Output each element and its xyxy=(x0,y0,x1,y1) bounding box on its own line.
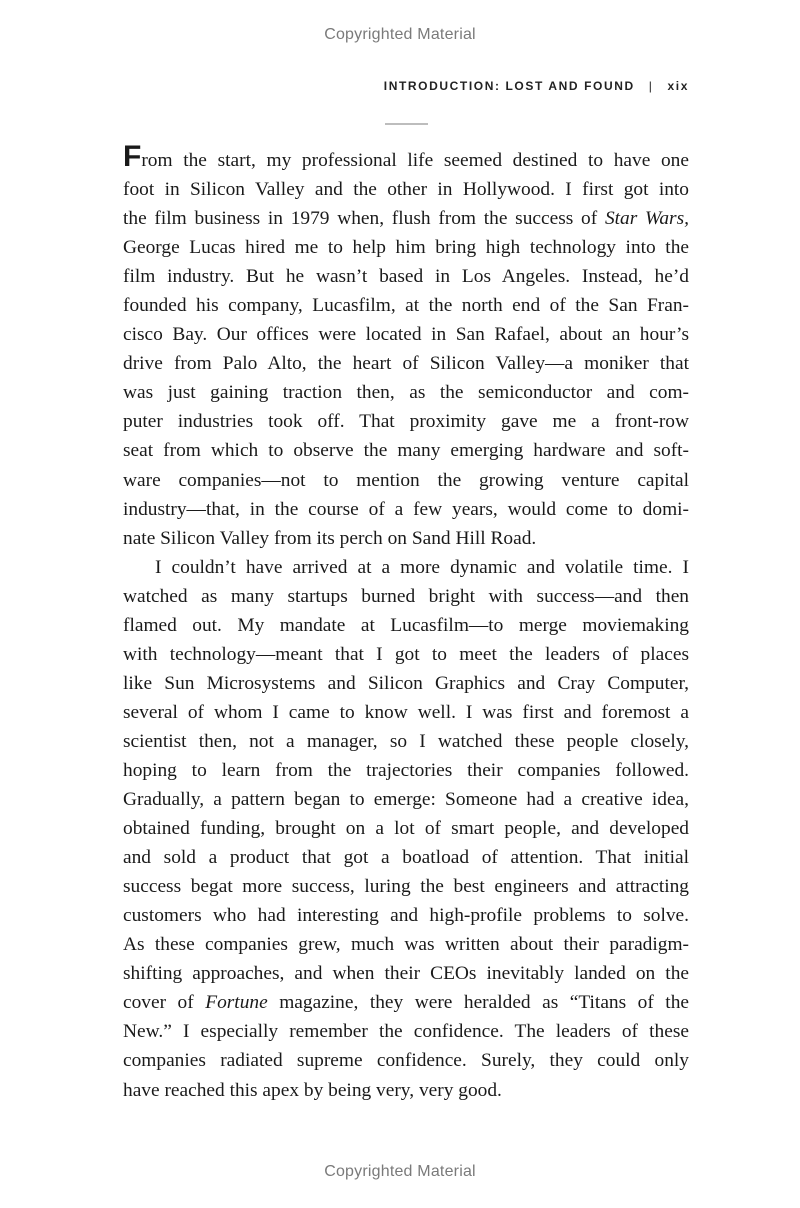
text-segment: scientist then, not a manager, so I watched these people closely, xyxy=(123,730,689,752)
text-segment: flamed out. My mandate at Lucasfilm—to merge moviemaking xyxy=(123,614,689,636)
italic-title: Fortune xyxy=(205,992,268,1014)
text-line xyxy=(123,756,689,785)
text-line xyxy=(123,1076,689,1105)
text-line xyxy=(123,930,689,959)
text-line xyxy=(123,814,689,843)
text-segment: and sold a product that got a boatload of attention. That initial xyxy=(123,847,689,869)
text-line xyxy=(123,320,689,349)
text-line xyxy=(123,553,689,582)
text-segment: drive from Palo Alto, the heart of Silicon Valley—a moniker that xyxy=(123,353,689,375)
text-segment: nate Silicon Valley from its perch on Sand Hill Road. xyxy=(123,527,537,549)
text-segment: New.” I especially remember the confidence. The leaders of these xyxy=(123,1021,689,1043)
text-line xyxy=(123,1017,689,1046)
text-segment: hoping to learn from the trajectories their companies followed. xyxy=(123,759,689,781)
text-segment: puter industries took off. That proximity gave me a front-row xyxy=(123,411,689,433)
section-rule xyxy=(385,123,428,125)
text-segment: founded his company, Lucasfilm, at the north end of the San Fran- xyxy=(123,295,689,317)
text-line xyxy=(123,436,689,465)
text-segment: like Sun Microsystems and Silicon Graphics and Cray Computer, xyxy=(123,672,689,694)
text-line xyxy=(123,901,689,930)
italic-title: Star Wars, xyxy=(604,208,689,230)
text-line xyxy=(123,175,689,204)
text-segment: George Lucas hired me to help him bring high technology into the xyxy=(123,237,689,259)
header-separator: | xyxy=(648,79,654,93)
text-line xyxy=(123,1046,689,1075)
text-segment: with technology—meant that I got to meet the leaders of places xyxy=(123,643,689,665)
copyright-watermark-bottom: Copyrighted Material xyxy=(324,1163,476,1180)
copyright-watermark-top: Copyrighted Material xyxy=(324,26,476,43)
text-line xyxy=(123,262,689,291)
text-line xyxy=(123,843,689,872)
text-line xyxy=(123,611,689,640)
text-line xyxy=(123,524,689,553)
text-segment: As these companies grew, much was written about their paradigm- xyxy=(123,934,689,956)
text-segment: several of whom I came to know well. I was first and foremost a xyxy=(123,701,689,723)
text-line xyxy=(123,959,689,988)
text-segment: watched as many startups burned bright with success—and then xyxy=(123,585,689,607)
text-segment: cisco Bay. Our offices were located in San Rafael, about an hour’s xyxy=(123,324,689,346)
text-line xyxy=(123,727,689,756)
text-segment: magazine, they were heralded as “Titans of the xyxy=(267,992,689,1014)
text-segment: companies radiated supreme confidence. Surely, they could only xyxy=(123,1050,689,1072)
text-segment: foot in Silicon Valley and the other in Hollywood. I first got into xyxy=(123,179,689,201)
text-segment: obtained funding, brought on a lot of smart people, and developed xyxy=(123,818,689,840)
text-line xyxy=(123,872,689,901)
text-line xyxy=(123,669,689,698)
text-line xyxy=(123,495,689,524)
text-segment: rom the start, my professional life seemed destined to have one xyxy=(141,150,689,171)
text-line xyxy=(123,698,689,727)
text-segment: shifting approaches, and when their CEOs inevitably landed on the xyxy=(123,963,689,985)
paragraph-2 xyxy=(123,553,689,1105)
body-text xyxy=(123,140,689,1105)
text-line xyxy=(123,988,689,1017)
paragraph-1 xyxy=(123,140,689,553)
running-head xyxy=(384,79,689,93)
text-segment: industry—that, in the course of a few years, would come to domi- xyxy=(123,498,689,520)
text-segment: cover of xyxy=(123,992,206,1014)
drop-cap: F xyxy=(123,140,142,173)
text-segment: the film business in 1979 when, flush from the success of xyxy=(123,208,605,230)
text-segment: film industry. But he wasn’t based in Los Angeles. Instead, he’d xyxy=(123,266,689,288)
text-line xyxy=(123,640,689,669)
text-segment: ware companies—not to mention the growing venture capital xyxy=(123,469,689,491)
text-line xyxy=(123,466,689,495)
text-segment: seat from which to observe the many emerging hardware and soft- xyxy=(123,440,689,462)
text-line xyxy=(123,785,689,814)
text-line xyxy=(123,378,689,407)
chapter-title: INTRODUCTION: LOST AND FOUND xyxy=(383,79,635,93)
text-segment: Gradually, a pattern began to emerge: Someone had a creative idea, xyxy=(123,789,689,811)
text-line xyxy=(123,349,689,378)
text-segment: was just gaining traction then, as the semiconductor and com- xyxy=(123,382,689,404)
text-segment: have reached this apex by being very, very good. xyxy=(123,1079,502,1101)
text-line xyxy=(123,204,689,233)
text-segment: I couldn’t have arrived at a more dynamic and volatile time. I xyxy=(155,556,689,578)
text-line xyxy=(123,582,689,611)
text-line xyxy=(123,407,689,436)
text-segment: customers who had interesting and high-profile problems to solve. xyxy=(123,905,689,927)
page-number: xix xyxy=(667,79,689,93)
text-line xyxy=(123,291,689,320)
text-segment: success begat more success, luring the best engineers and attracting xyxy=(123,876,689,898)
text-line xyxy=(123,233,689,262)
text-line xyxy=(123,140,689,175)
